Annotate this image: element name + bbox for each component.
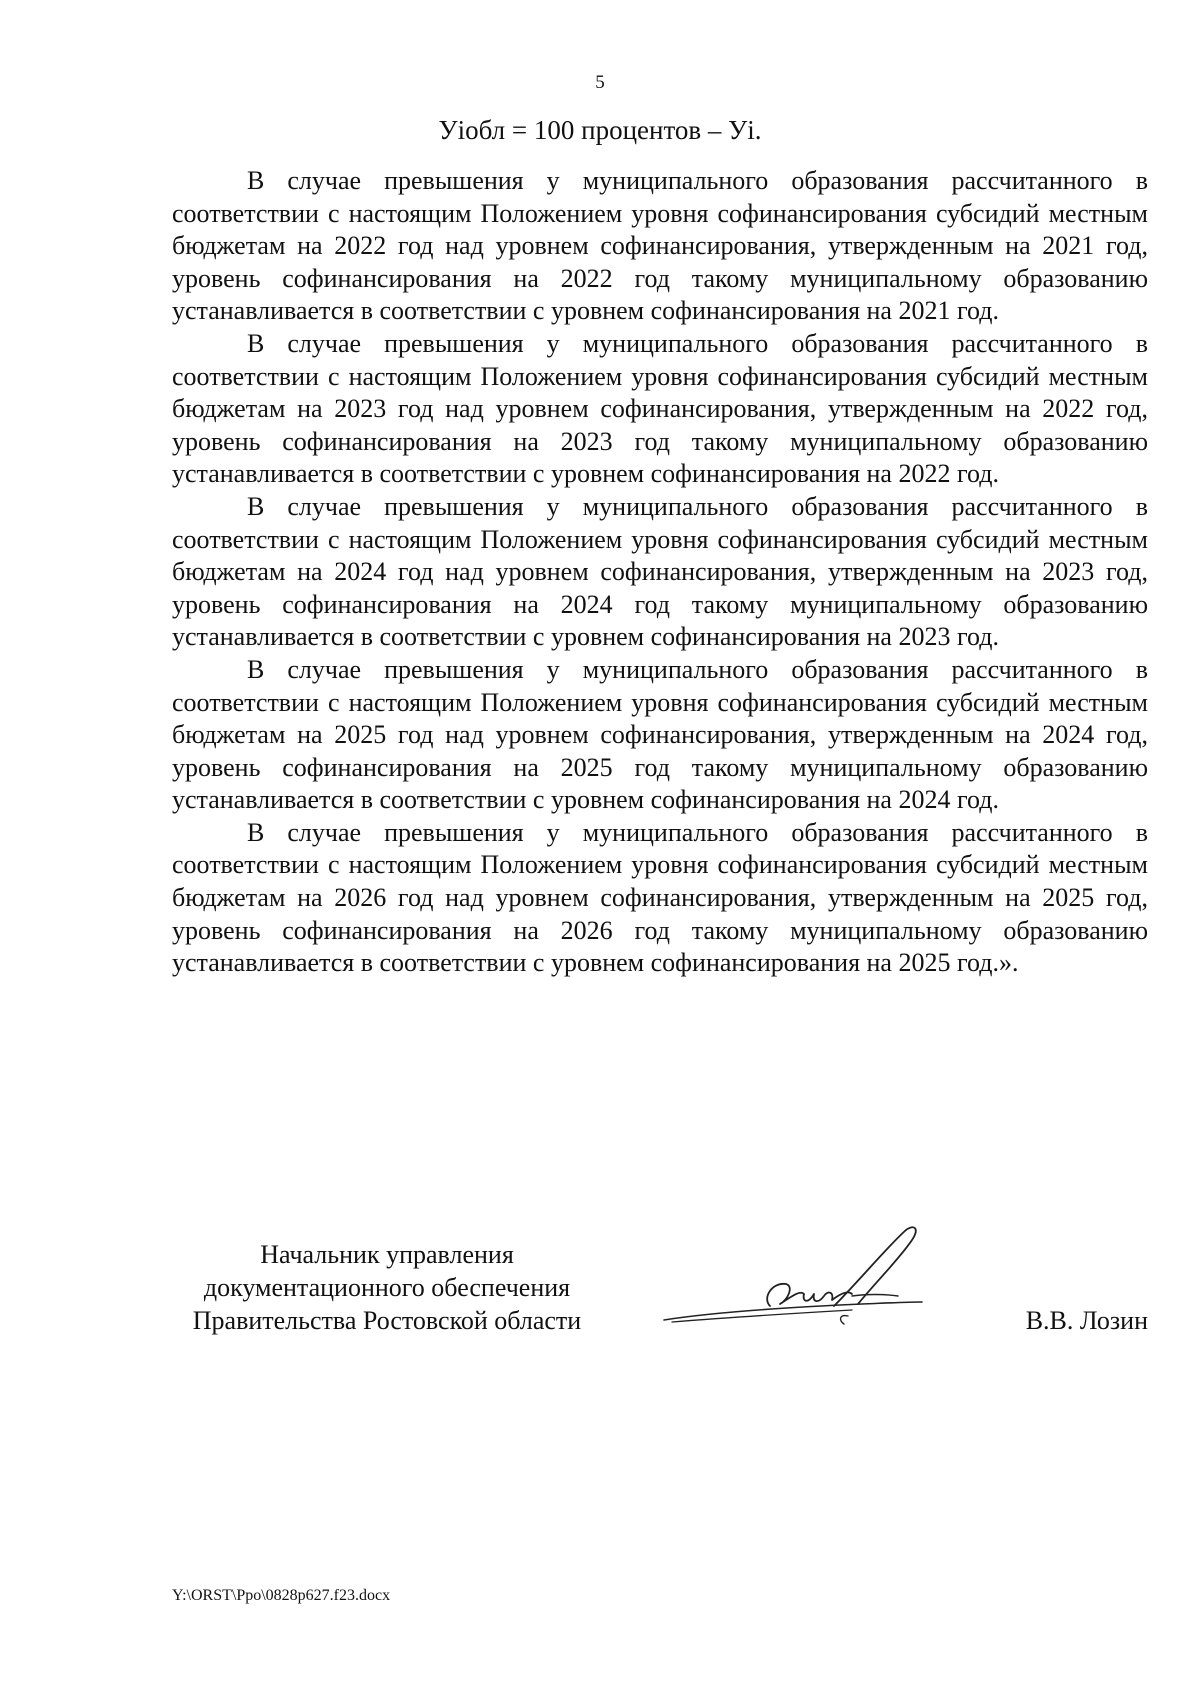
formula-line: Уiобл = 100 процентов – Уi. — [438, 115, 762, 145]
paragraph-1: В случае превышения у муниципального образования рассчитанного в соответствии с настоящим Положением уровня софинансирования субсидий местным бюджетам на 2022 год над уровнем софинансирования, утвержденным на 2021 год, уровень софинансирования на 2022 год такому муниципальному образованию устанавливается в соответствии с уровнем софинансирования на 2021 год. — [172, 166, 1148, 326]
signer-name: В.В. Лозин — [1025, 1306, 1148, 1335]
page-number: 5 — [595, 72, 605, 93]
handwritten-signature — [662, 1224, 942, 1334]
signer-position — [172, 1238, 602, 1337]
paragraph-5: В случае превышения у муниципального образования рассчитанного в соответствии с настоящим Положением уровня софинансирования субсидий местным бюджетам на 2026 год над уровнем софинансирования, утвержденным на 2025 год, уровень софинансирования на 2026 год такому муниципальному образованию устанавливается в соответствии с уровнем софинансирования на 2025 год.». — [172, 817, 1148, 978]
signer-position-line-1: Начальник управления — [260, 1240, 514, 1269]
body-text — [172, 165, 1148, 980]
signer-position-line-2: документационного обеспечения — [203, 1273, 571, 1302]
paragraph-4: В случае превышения у муниципального образования рассчитанного в соответствии с настоящим Положением уровня софинансирования субсидий местным бюджетам на 2025 год над уровнем софинансирования, утвержденным на 2024 год, уровень софинансирования на 2025 год такому муниципальному образованию устанавливается в соответствии с уровнем софинансирования на 2024 год. — [172, 654, 1148, 815]
paragraph-2: В случае превышения у муниципального образования рассчитанного в соответствии с настоящим Положением уровня софинансирования субсидий местным бюджетам на 2023 год над уровнем софинансирования, утвержденным на 2022 год, уровень софинансирования на 2023 год такому муниципальному образованию устанавливается в соответствии с уровнем софинансирования на 2022 год. — [172, 328, 1148, 489]
file-path: Y:\ORST\Ppo\0828p627.f23.docx — [172, 1587, 391, 1604]
paragraph-3: В случае превышения у муниципального образования рассчитанного в соответствии с настоящим Положением уровня софинансирования субсидий местным бюджетам на 2024 год над уровнем софинансирования, утвержденным на 2023 год, уровень софинансирования на 2024 год такому муниципальному образованию устанавливается в соответствии с уровнем софинансирования на 2023 год. — [172, 491, 1148, 652]
signature-block — [172, 1238, 1148, 1348]
signer-position-line-3: Правительства Ростовской области — [192, 1306, 582, 1335]
